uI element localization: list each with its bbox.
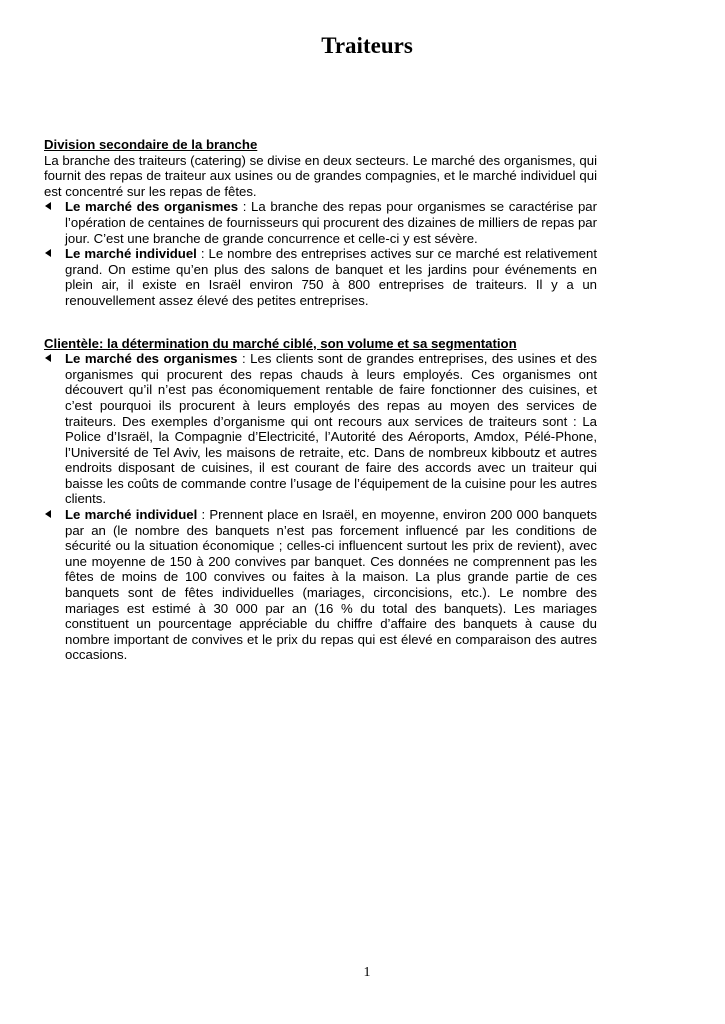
bullet-term: Le marché individuel: [65, 246, 197, 262]
bullet-item: [44, 351, 597, 507]
bullet-text: : Prennent place en Israël, en moyenne, environ 200 000 banquets par an (le nombre des banquets n’est pas forcement influencé par les conditions de sécurité ou la situation économique ; celles-ci influencent surtout les prix de revient), avec une moyenne de 150 à 200 convives par banquet. Ces données ne comprennent pas les fêtes de moins de 100 convives ou faites à la maison. La plus grande partie de ces banquets sont de fêtes individuelles (mariages, circoncisions, etc.). Le nombre des mariages est estimé à 30 000 par an (16 % du total des banquets). Les mariages constituent un pourcentage appréciable du chiffre d’affaire des banquets à cause du nombre important de convives et le prix du repas qui est élevé en comparaison des autres occasions.: [65, 507, 597, 663]
bullet-arrow-icon: [45, 249, 51, 257]
section-heading: Clientèle: la détermination du marché ciblé, son volume et sa segmentation: [44, 335, 517, 351]
bullet-term: Le marché individuel: [65, 507, 198, 523]
section-intro: La branche des traiteurs (catering) se divise en deux secteurs. Le marché des organismes, qui fournit des repas de traiteur aux usines ou de grandes compagnies, et le marché individuel qui est concentré sur les repas de fêtes.: [44, 152, 597, 199]
bullet-arrow-icon: [45, 202, 51, 210]
bullet-arrow-icon: [45, 510, 51, 518]
bullet-text: : Le nombre des entreprises actives sur ce marché est relativement grand. On estime qu’en plus des salons de banquet et les jardins pour événements en plein air, il existe en Israël environ 750 à 800 entreprises de traiteurs. Il y a un renouvellement assez élevé des petites entreprises.: [65, 246, 597, 308]
bullet-term: Le marché des organismes: [65, 351, 238, 367]
document-body: [44, 137, 597, 663]
section-heading: Division secondaire de la branche: [44, 137, 258, 152]
section-clientele: [44, 336, 597, 663]
bullet-text: : La branche des repas pour organismes se caractérise par l’opération de centaines de fournisseurs qui procurent des dizaines de milliers de repas par jour. C’est une branche de grande concurrence et celle-ci y est sévère.: [65, 199, 598, 246]
bullet-term: Le marché des organismes: [65, 199, 239, 215]
bullet-arrow-icon: [45, 354, 51, 362]
bullet-item: [44, 246, 597, 308]
page-number: 1: [363, 965, 371, 980]
bullet-item: [44, 199, 597, 246]
section-division: [44, 137, 597, 309]
bullet-item: [44, 507, 597, 663]
page-title: Traiteurs: [321, 33, 413, 58]
bullet-text: : Les clients sont de grandes entreprises, des usines et des organismes qui procurent des repas chauds à leurs employés. Ces organismes ont découvert qu’il n’est pas économiquement rentable de faire fonctionner des cuisines, et c’est pourquoi ils procurent à leurs employés des repas au moyen des services de traiteurs. Des exemples d’organisme qui ont recours aux services de traiteurs sont : La Police d’Israël, la Compagnie d’Electricité, l’Autorité des Aéroports, Amdox, Pélé-Phone, l’Université de Tel Aviv, les maisons de retraite, etc. Dans de nombreux kibboutz et autres endroits disposant de cuisines, il est courant de faire des accords avec un traiteur qui baisse les coûts de commande contre l’usage de l’équipement de la cuisine pour les autres clients.: [65, 351, 598, 507]
